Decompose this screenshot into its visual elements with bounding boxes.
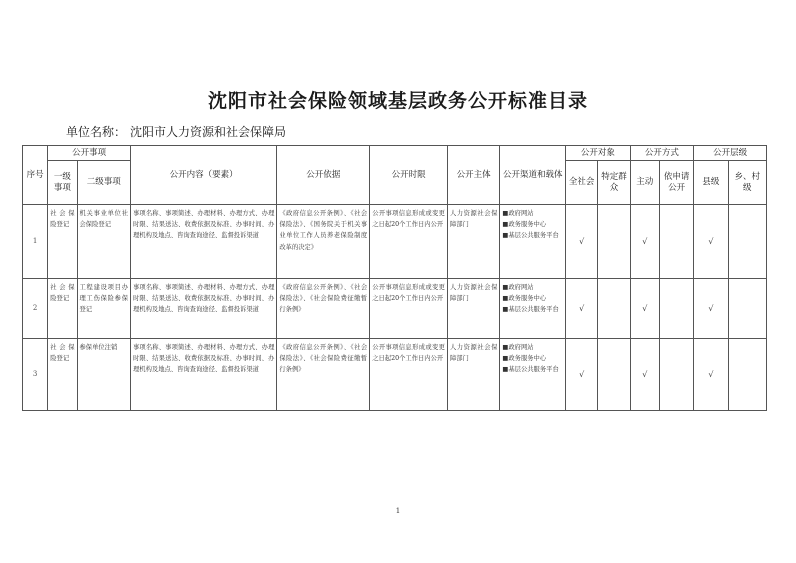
cell-time-limit: 公开事项信息形成或变更之日起20个工作日内公开 <box>370 279 448 339</box>
page-title: 沈阳市社会保险领域基层政务公开标准目录 <box>207 90 588 112</box>
header-target-specific: 特定群众 <box>598 161 630 205</box>
header-method: 公开方式 <box>630 146 694 161</box>
header-level: 公开层级 <box>694 146 767 161</box>
cell-method-request <box>659 205 693 279</box>
cell-target-all: √ <box>566 279 598 339</box>
cell-method-request <box>659 279 693 339</box>
header-seq: 序号 <box>23 146 48 205</box>
cell-level2: 机关事业单位社会保险登记 <box>77 205 131 279</box>
cell-level-township <box>728 279 766 339</box>
cell-channels <box>500 339 566 411</box>
cell-method-active: √ <box>630 205 659 279</box>
cell-channels <box>500 279 566 339</box>
cell-method-active: √ <box>630 339 659 411</box>
cell-method-request <box>659 339 693 411</box>
header-target: 公开对象 <box>566 146 631 161</box>
cell-level1: 社会保险登记 <box>48 205 77 279</box>
channel-item: ■政府网站 <box>502 210 534 217</box>
header-level2: 二级事项 <box>77 161 131 205</box>
header-level-county: 县级 <box>694 161 728 205</box>
channel-item: ■基层公共服务平台 <box>502 232 559 240</box>
header-basis: 公开依据 <box>277 146 370 205</box>
cell-level-township <box>728 205 766 279</box>
unit-name: 沈阳市人力资源和社会保障局 <box>130 125 287 139</box>
cell-level-county: √ <box>694 339 728 411</box>
header-subject: 公开主体 <box>447 146 499 205</box>
cell-subject: 人力资源社会保障部门 <box>447 205 499 279</box>
unit-label: 单位名称： <box>66 125 127 139</box>
channel-item: ■基层公共服务平台 <box>502 366 559 374</box>
cell-content: 事项名称、事项简述、办理材料、办理方式、办理时限、结果送达、收费依据及标准、办事时间、办理机构及地点、咨询查询途径、监督投诉渠道 <box>131 339 277 411</box>
header-method-active: 主动 <box>630 161 659 205</box>
cell-method-active: √ <box>630 279 659 339</box>
table-row <box>23 205 767 279</box>
cell-channels <box>500 205 566 279</box>
cell-target-all: √ <box>566 205 598 279</box>
header-level1: 一级事项 <box>48 161 77 205</box>
header-content: 公开内容（要素） <box>131 146 277 205</box>
cell-target-specific <box>598 339 630 411</box>
cell-content: 事项名称、事项简述、办理材料、办理方式、办理时限、结果送达、收费依据及标准、办事时间、办理机构及地点、咨询查询途径、监督投诉渠道 <box>131 205 277 279</box>
unit-line <box>66 123 290 140</box>
cell-level2: 工程建设项目办理工伤保险参保登记 <box>77 279 131 339</box>
cell-target-specific <box>598 205 630 279</box>
channel-item: ■政府网站 <box>502 344 534 351</box>
disclosure-table <box>22 145 767 411</box>
cell-subject: 人力资源社会保障部门 <box>447 279 499 339</box>
cell-level2: 参保单位注销 <box>77 339 131 411</box>
cell-level1: 社会保险登记 <box>48 339 77 411</box>
header-channel: 公开渠道和载体 <box>500 146 566 205</box>
cell-basis: 《政府信息公开条例》、《社会保险法》、《国务院关于机关事业单位工作人员养老保险制度改革的决定》 <box>277 205 370 279</box>
channel-item: ■政务服务中心 <box>502 295 547 303</box>
header-method-request: 依申请公开 <box>659 161 693 205</box>
cell-seq: 1 <box>23 205 48 279</box>
header-public-items: 公开事项 <box>48 146 131 161</box>
cell-seq: 3 <box>23 339 48 411</box>
cell-basis: 《政府信息公开条例》、《社会保险法》、《社会保险费征缴暂行条例》 <box>277 339 370 411</box>
page-number: 1 <box>395 507 401 515</box>
cell-target-all: √ <box>566 339 598 411</box>
header-time-limit: 公开时限 <box>370 146 448 205</box>
header-level-township: 乡、村级 <box>728 161 766 205</box>
cell-level-county: √ <box>694 205 728 279</box>
cell-level1: 社会保险登记 <box>48 279 77 339</box>
cell-time-limit: 公开事项信息形成或变更之日起20个工作日内公开 <box>370 205 448 279</box>
channel-item: ■政府网站 <box>502 284 534 291</box>
header-target-all: 全社会 <box>566 161 598 205</box>
channel-item: ■政务服务中心 <box>502 221 547 229</box>
cell-time-limit: 公开事项信息形成或变更之日起20个工作日内公开 <box>370 339 448 411</box>
cell-level-county: √ <box>694 279 728 339</box>
cell-level-township <box>728 339 766 411</box>
cell-seq: 2 <box>23 279 48 339</box>
cell-target-specific <box>598 279 630 339</box>
cell-content: 事项名称、事项简述、办理材料、办理方式、办理时限、结果送达、收费依据及标准、办事时间、办理机构及地点、咨询查询途径、监督投诉渠道 <box>131 279 277 339</box>
channel-item: ■政务服务中心 <box>502 355 547 363</box>
channel-item: ■基层公共服务平台 <box>502 306 559 314</box>
cell-basis: 《政府信息公开条例》、《社会保险法》、《社会保险费征缴暂行条例》 <box>277 279 370 339</box>
cell-subject: 人力资源社会保障部门 <box>447 339 499 411</box>
table-row <box>23 279 767 339</box>
table-row <box>23 339 767 411</box>
